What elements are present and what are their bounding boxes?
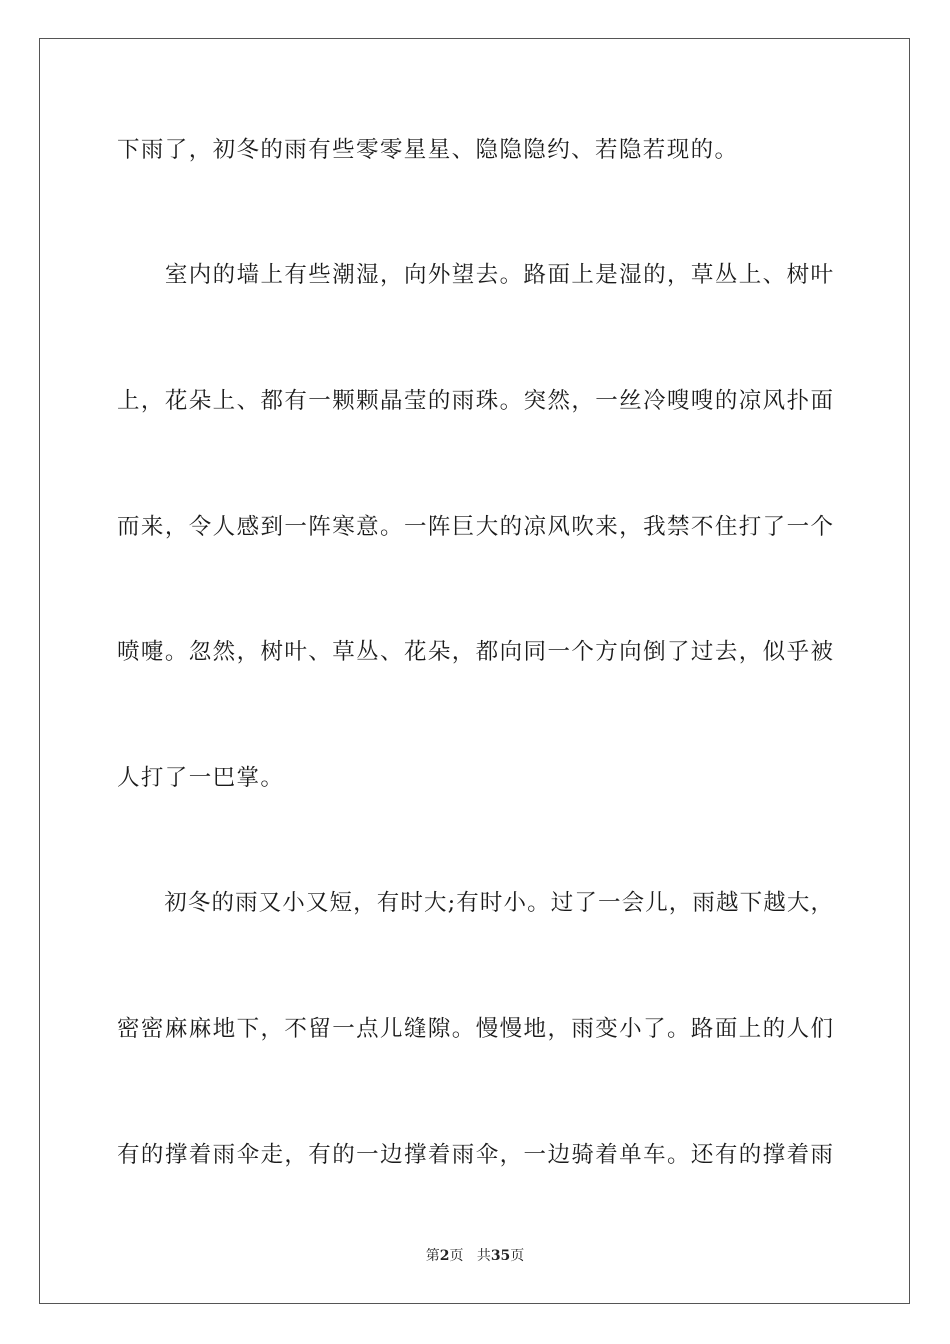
footer-page-suffix: 页 <box>449 1248 464 1264</box>
page-footer <box>0 1246 950 1266</box>
text-line: 而来，令人感到一阵寒意。一阵巨大的凉风吹来，我禁不住打了一个 <box>117 514 833 540</box>
current-page-number: 2 <box>439 1248 450 1264</box>
text-line: 初冬的雨又小又短，有时大;有时小。过了一会儿，雨越下越大， <box>117 890 833 916</box>
footer-total-suffix: 页 <box>510 1248 525 1264</box>
footer-prefix: 第 <box>425 1248 440 1264</box>
text-line: 密密麻麻地下，不留一点儿缝隙。慢慢地，雨变小了。路面上的人们 <box>117 1016 833 1042</box>
footer-total-prefix: 共 <box>476 1248 491 1264</box>
page-border <box>39 38 910 1304</box>
text-line: 上，花朵上、都有一颗颗晶莹的雨珠。突然，一丝冷嗖嗖的凉风扑面 <box>117 388 833 414</box>
text-line: 有的撑着雨伞走，有的一边撑着雨伞，一边骑着单车。还有的撑着雨 <box>117 1142 833 1168</box>
text-line: 下雨了，初冬的雨有些零零星星、隐隐隐约、若隐若现的。 <box>117 137 739 163</box>
text-line: 喷嚏。忽然，树叶、草丛、花朵，都向同一个方向倒了过去，似乎被 <box>117 639 833 665</box>
text-line: 人打了一巴掌。 <box>117 765 285 791</box>
total-page-count: 35 <box>490 1248 511 1264</box>
text-line: 室内的墙上有些潮湿，向外望去。路面上是湿的，草丛上、树叶 <box>117 262 833 288</box>
